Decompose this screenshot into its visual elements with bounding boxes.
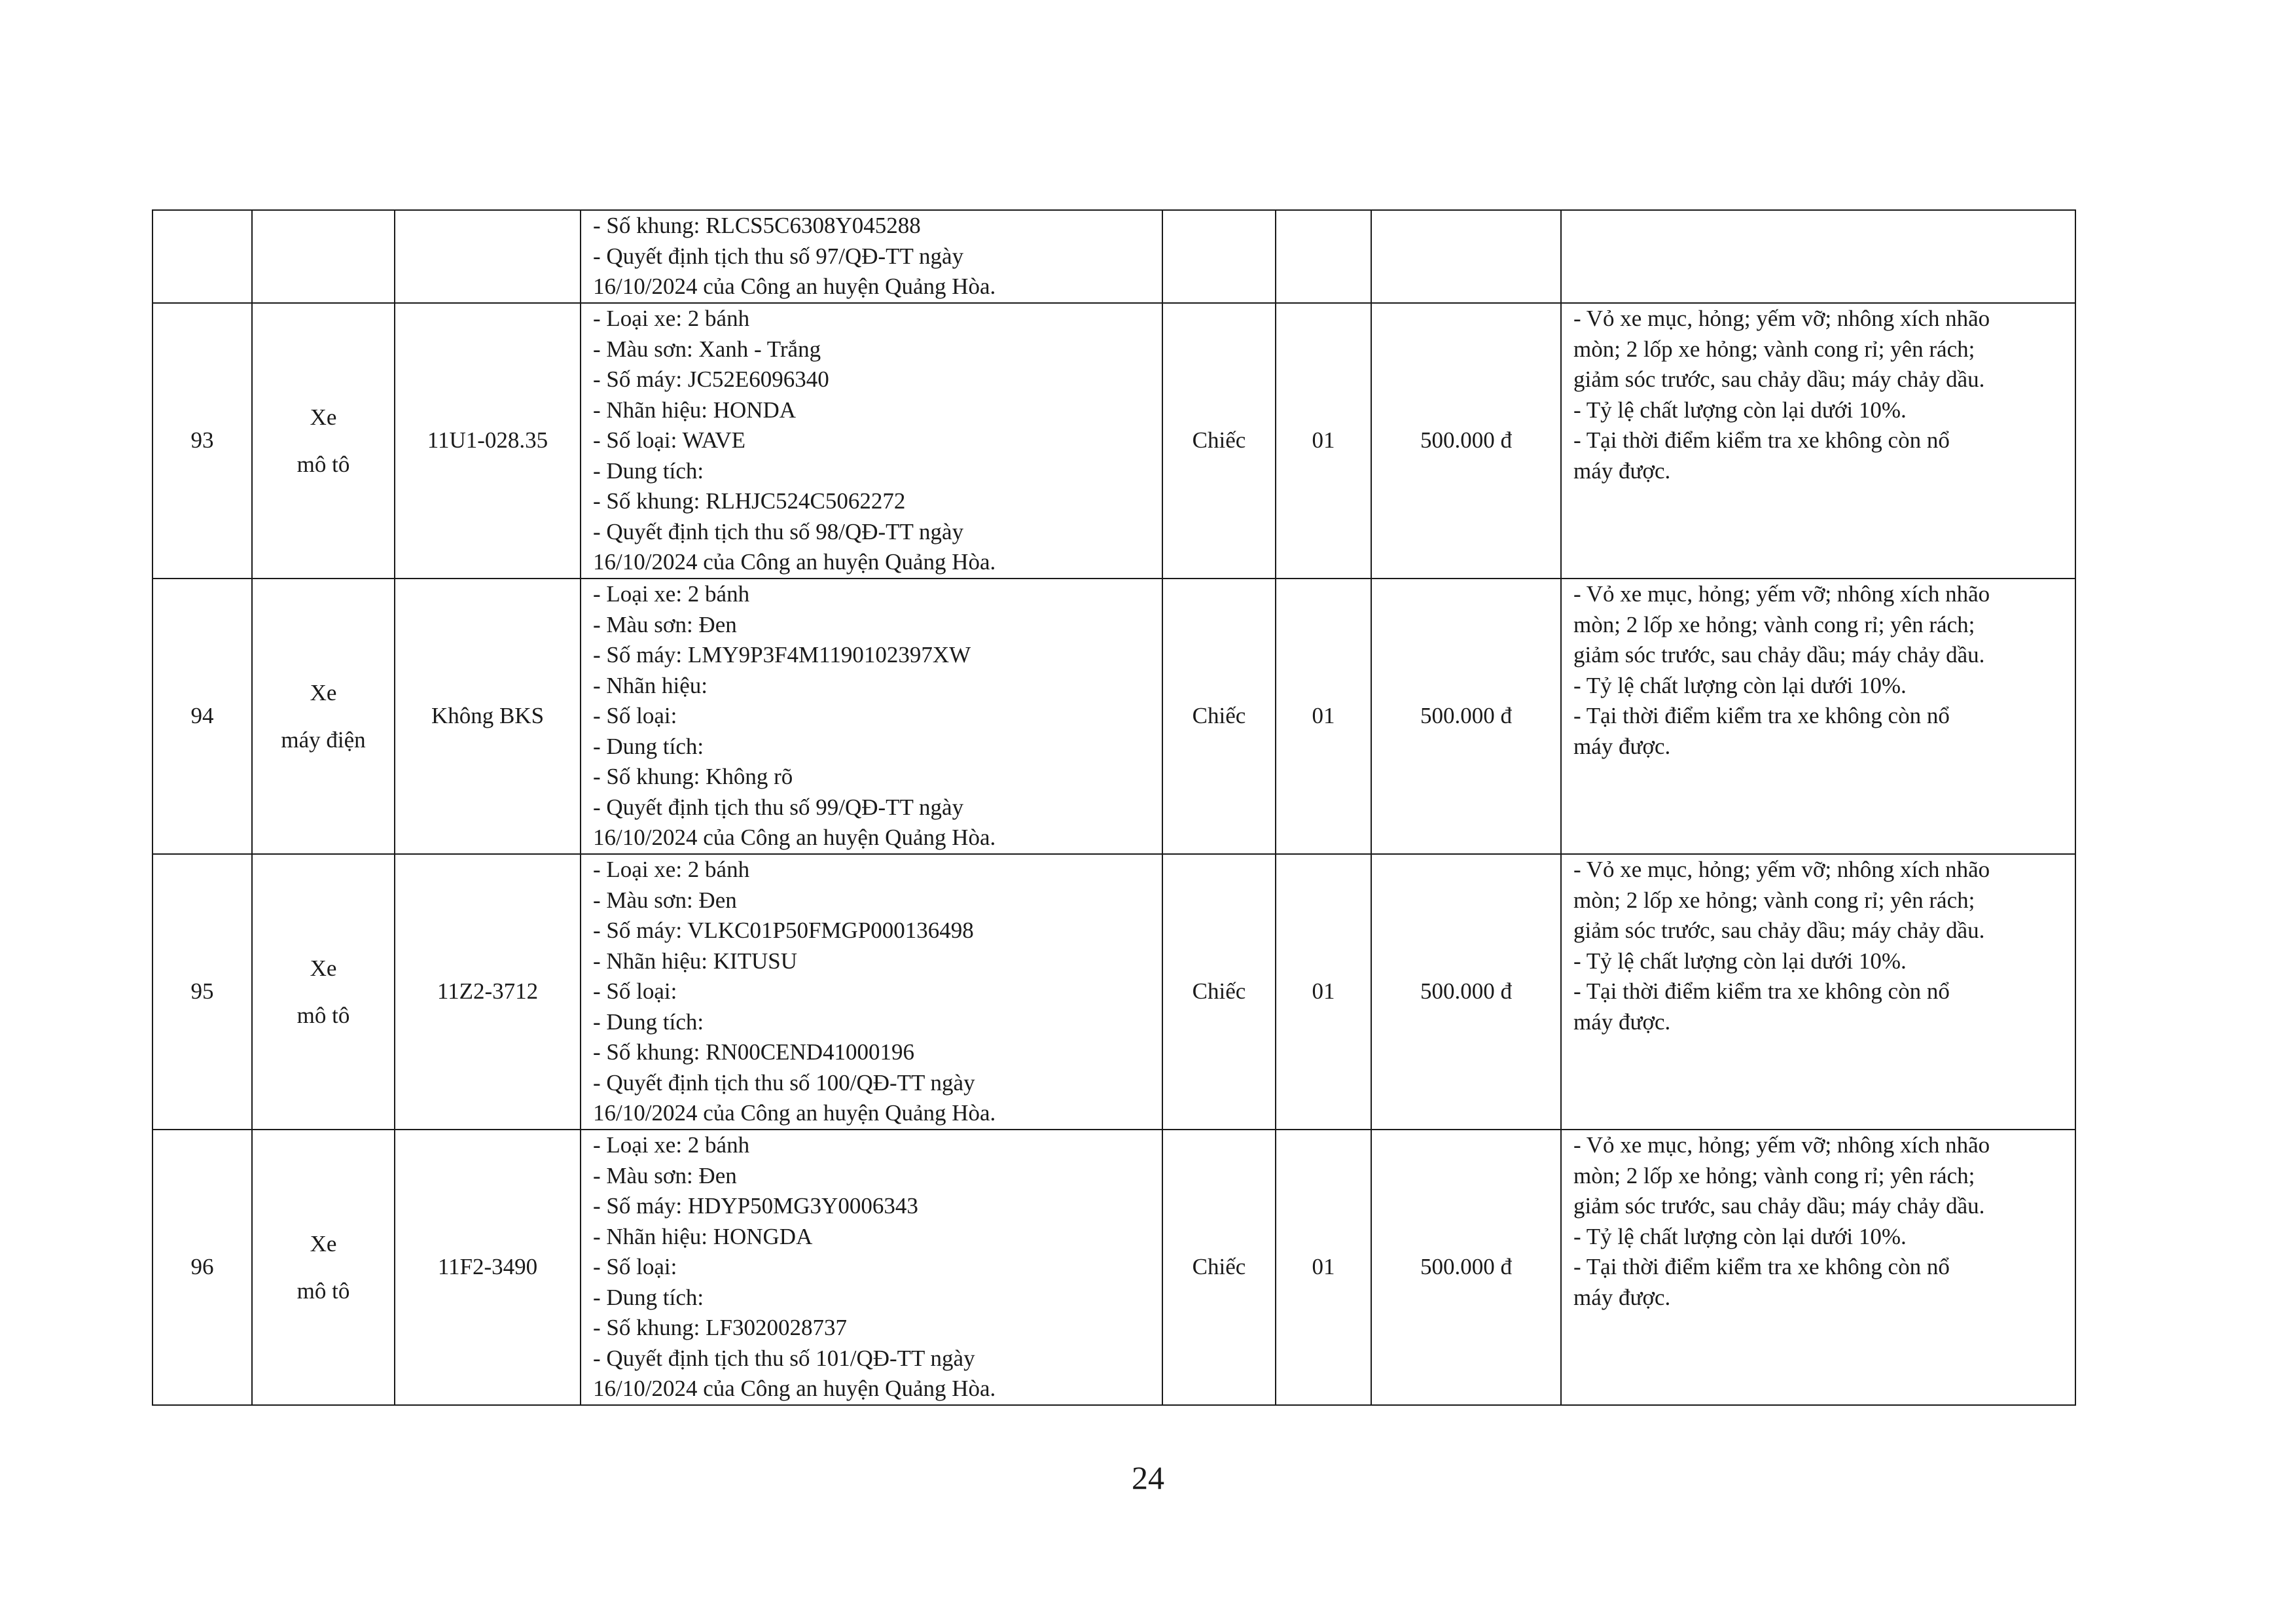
detail-line: - Màu sơn: Đen	[593, 1162, 737, 1188]
detail-line: - Số loại:	[593, 978, 677, 1004]
vehicle-inventory-table	[152, 209, 2076, 1406]
condition-line: - Tỷ lệ chất lượng còn lại dưới 10%.	[1573, 397, 1907, 423]
condition-cell	[1561, 579, 2075, 854]
details-cell	[581, 210, 1162, 303]
detail-line: - Số máy: HDYP50MG3Y0006343	[593, 1193, 918, 1219]
no-cell	[152, 210, 252, 303]
detail-line: 16/10/2024 của Công an huyện Quảng Hòa.	[593, 1376, 996, 1401]
table-row	[152, 579, 2075, 854]
detail-line: - Số khung: Không rõ	[593, 764, 793, 789]
license-plate: Không BKS	[395, 579, 581, 854]
vehicle-type-line: Xe	[310, 955, 337, 981]
vehicle-type-line: mô tô	[296, 1277, 350, 1304]
condition-line: máy được.	[1573, 457, 1671, 484]
detail-line: - Số loại:	[593, 1254, 677, 1279]
detail-line: - Nhãn hiệu: HONDA	[593, 397, 797, 423]
detail-line: - Quyết định tịch thu số 98/QĐ-TT ngày	[593, 518, 964, 544]
detail-line: - Nhãn hiệu: KITUSU	[593, 948, 798, 974]
unit-cell	[1162, 210, 1276, 303]
unit-cell: Chiếc	[1162, 579, 1276, 854]
price-cell: 500.000 đ	[1371, 854, 1561, 1130]
condition-line: giảm sóc trước, sau chảy dầu; máy chảy dầu.	[1573, 642, 1985, 668]
detail-line: - Số khung: LF3020028737	[593, 1315, 847, 1340]
condition-line: mòn; 2 lốp xe hỏng; vành cong rỉ; yên rách;	[1573, 1162, 1975, 1188]
detail-line: - Quyết định tịch thu số 99/QĐ-TT ngày	[593, 794, 964, 820]
detail-line: 16/10/2024 của Công an huyện Quảng Hòa.	[593, 549, 996, 575]
continuation-row	[152, 210, 2075, 303]
detail-line: - Dung tích:	[593, 457, 704, 484]
detail-line: - Màu sơn: Xanh - Trắng	[593, 336, 821, 362]
detail-line: - Loại xe: 2 bánh	[593, 1132, 750, 1158]
condition-line: - Vỏ xe mục, hỏng; yếm vỡ; nhông xích nhão	[1573, 581, 1990, 607]
condition-line: - Tại thời điểm kiểm tra xe không còn nổ	[1573, 978, 1950, 1004]
condition-line: giảm sóc trước, sau chảy dầu; máy chảy dầu.	[1573, 1193, 1985, 1219]
vehicle-type-cell	[252, 854, 395, 1130]
details-cell	[581, 579, 1162, 854]
row-number: 94	[152, 579, 252, 854]
vehicle-type-line: Xe	[310, 679, 337, 705]
condition-line: giảm sóc trước, sau chảy dầu; máy chảy dầu.	[1573, 918, 1985, 943]
license-plate: 11Z2-3712	[395, 854, 581, 1130]
condition-line: mòn; 2 lốp xe hỏng; vành cong rỉ; yên rách;	[1573, 336, 1975, 362]
condition-line: - Tỷ lệ chất lượng còn lại dưới 10%.	[1573, 1223, 1907, 1249]
condition-cell	[1561, 303, 2075, 579]
price-cell: 500.000 đ	[1371, 303, 1561, 579]
detail-line: - Loại xe: 2 bánh	[593, 581, 750, 607]
detail-line: - Số máy: LMY9P3F4M1190102397XW	[593, 642, 971, 668]
condition-cell	[1561, 854, 2075, 1130]
condition-line: - Tỷ lệ chất lượng còn lại dưới 10%.	[1573, 672, 1907, 698]
condition-line: máy được.	[1573, 1284, 1671, 1310]
unit-cell: Chiếc	[1162, 854, 1276, 1130]
condition-cell	[1561, 210, 2075, 303]
detail-line: - Số khung: RLHJC524C5062272	[593, 488, 906, 514]
detail-line: - Dung tích:	[593, 1284, 704, 1310]
condition-line: - Tại thời điểm kiểm tra xe không còn nổ	[1573, 703, 1950, 728]
vehicle-type-cell	[252, 303, 395, 579]
detail-line: - Loại xe: 2 bánh	[593, 857, 750, 882]
condition-line: giảm sóc trước, sau chảy dầu; máy chảy dầu.	[1573, 366, 1985, 392]
condition-line: mòn; 2 lốp xe hỏng; vành cong rỉ; yên rách;	[1573, 611, 1975, 637]
row-number: 96	[152, 1130, 252, 1405]
detail-line: - Màu sơn: Đen	[593, 887, 737, 913]
condition-line: - Tỷ lệ chất lượng còn lại dưới 10%.	[1573, 948, 1907, 974]
condition-line: - Vỏ xe mục, hỏng; yếm vỡ; nhông xích nhão	[1573, 857, 1990, 882]
vehicle-type-line: mô tô	[296, 451, 350, 477]
detail-line: - Số khung: RN00CEND41000196	[593, 1039, 914, 1065]
quantity-cell: 01	[1276, 303, 1371, 579]
page-number: 24	[1132, 1459, 1164, 1496]
condition-line: mòn; 2 lốp xe hỏng; vành cong rỉ; yên rách;	[1573, 887, 1975, 913]
price-cell	[1371, 210, 1561, 303]
condition-line: máy được.	[1573, 1008, 1671, 1035]
row-number: 95	[152, 854, 252, 1130]
quantity-cell: 01	[1276, 579, 1371, 854]
detail-line: - Màu sơn: Đen	[593, 611, 737, 637]
condition-line: - Tại thời điểm kiểm tra xe không còn nổ	[1573, 1254, 1950, 1279]
condition-cell	[1561, 1130, 2075, 1405]
type-cell	[252, 210, 395, 303]
details-cell	[581, 303, 1162, 579]
detail-line: - Quyết định tịch thu số 101/QĐ-TT ngày	[593, 1345, 975, 1371]
license-plate: 11U1-028.35	[395, 303, 581, 579]
quantity-cell: 01	[1276, 854, 1371, 1130]
detail-line: - Số loại:	[593, 703, 677, 728]
detail-line: - Số máy: JC52E6096340	[593, 366, 829, 392]
condition-line: - Vỏ xe mục, hỏng; yếm vỡ; nhông xích nhão	[1573, 306, 1990, 331]
plate-cell	[395, 210, 581, 303]
details-cell	[581, 1130, 1162, 1405]
table-row	[152, 854, 2075, 1130]
vehicle-type-line: mô tô	[296, 1002, 350, 1028]
detail-line: - Quyết định tịch thu số 100/QĐ-TT ngày	[593, 1069, 975, 1096]
detail-line: - Loại xe: 2 bánh	[593, 306, 750, 331]
unit-cell: Chiếc	[1162, 303, 1276, 579]
condition-line: máy được.	[1573, 733, 1671, 759]
vehicle-type-line: Xe	[310, 1230, 337, 1257]
detail-line: - Dung tích:	[593, 1008, 704, 1035]
quantity-cell	[1276, 210, 1371, 303]
detail-line: - Số loại: WAVE	[593, 427, 746, 453]
detail-line: 16/10/2024 của Công an huyện Quảng Hòa.	[593, 1100, 996, 1126]
condition-line: - Tại thời điểm kiểm tra xe không còn nổ	[1573, 427, 1950, 453]
detail-line: - Số máy: VLKC01P50FMGP000136498	[593, 918, 974, 943]
price-cell: 500.000 đ	[1371, 1130, 1561, 1405]
quantity-cell: 01	[1276, 1130, 1371, 1405]
row-number: 93	[152, 303, 252, 579]
detail-line: - Số khung: RLCS5C6308Y045288	[593, 213, 921, 238]
license-plate: 11F2-3490	[395, 1130, 581, 1405]
unit-cell: Chiếc	[1162, 1130, 1276, 1405]
detail-line: - Quyết định tịch thu số 97/QĐ-TT ngày	[593, 243, 964, 269]
detail-line: - Nhãn hiệu:	[593, 672, 708, 698]
detail-line: 16/10/2024 của Công an huyện Quảng Hòa.	[593, 274, 996, 299]
table-row	[152, 303, 2075, 579]
vehicle-type-line: máy điện	[281, 726, 366, 753]
vehicle-type-cell	[252, 1130, 395, 1405]
table-row	[152, 1130, 2075, 1405]
vehicle-type-line: Xe	[310, 404, 337, 430]
vehicle-type-cell	[252, 579, 395, 854]
condition-line: - Vỏ xe mục, hỏng; yếm vỡ; nhông xích nhão	[1573, 1132, 1990, 1158]
details-cell	[581, 854, 1162, 1130]
detail-line: - Nhãn hiệu: HONGDA	[593, 1223, 813, 1249]
price-cell: 500.000 đ	[1371, 579, 1561, 854]
detail-line: 16/10/2024 của Công an huyện Quảng Hòa.	[593, 825, 996, 850]
detail-line: - Dung tích:	[593, 733, 704, 759]
